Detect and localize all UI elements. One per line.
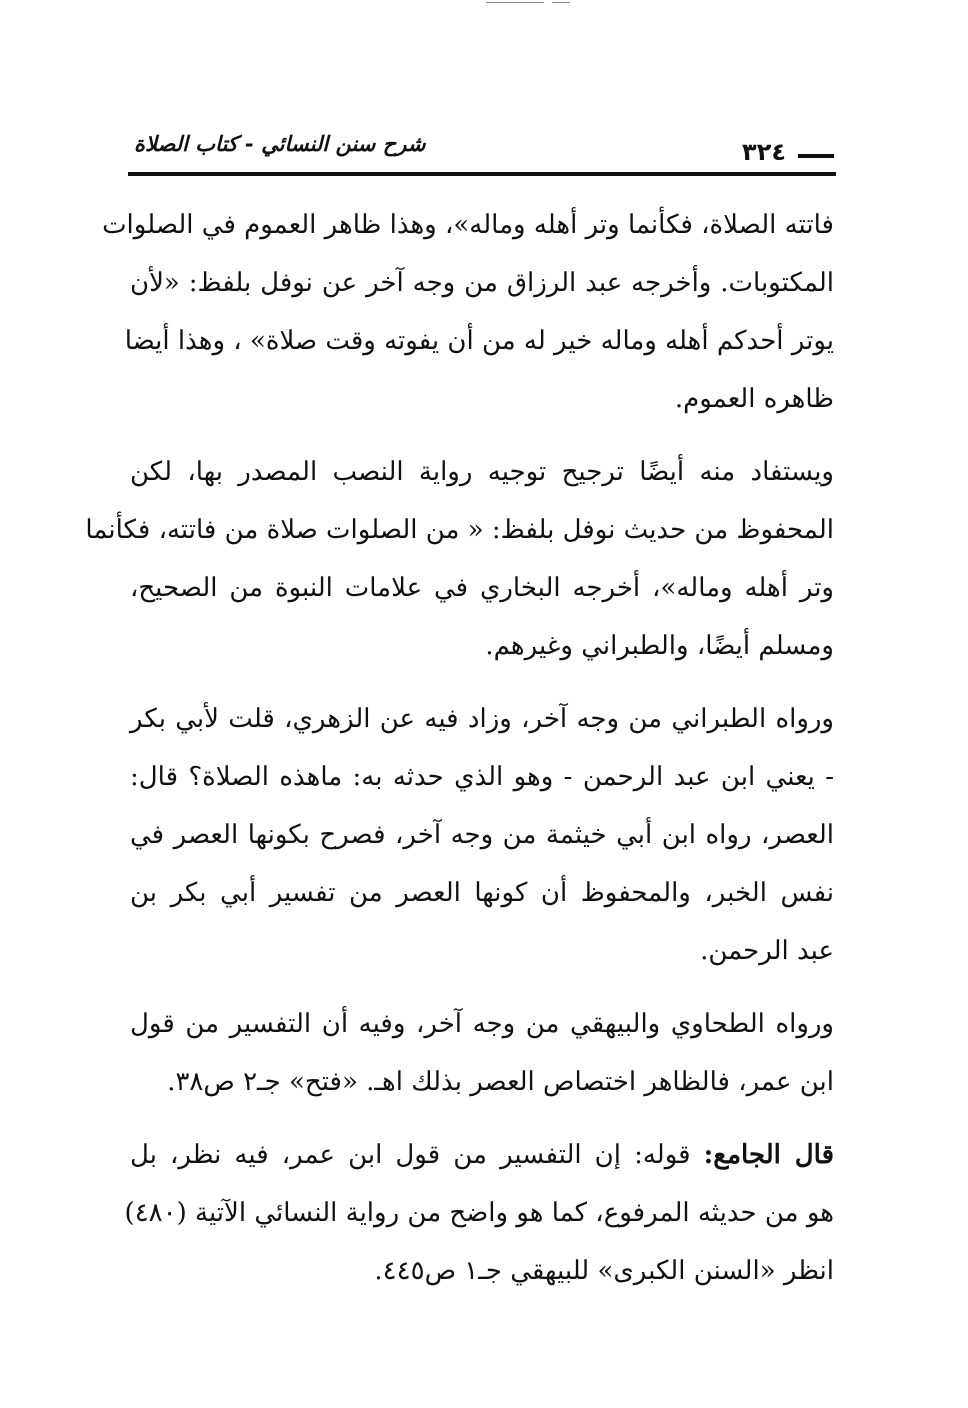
running-header <box>128 122 836 176</box>
text-line: ابن عمر، فالظاهر اختصاص العصر بذلك اهـ. «فتح» جـ٢ ص٣٨. <box>167 1067 834 1097</box>
text-line: نفس الخبر، والمحفوظ أن كونها العصر من تفسير أبي بكر بن <box>130 878 834 908</box>
text-line: المحفوظ من حديث نوفل بلفظ: « من الصلوات صلاة من فاتته، فكأنما <box>85 515 834 545</box>
paragraph <box>130 690 834 980</box>
text-line: المكتوبات. وأخرجه عبد الرزاق من وجه آخر عن نوفل بلفظ: «لأن <box>130 268 834 298</box>
text-line: انظر «السنن الكبرى» للبيهقي جـ١ ص٤٤٥. <box>374 1256 834 1286</box>
text-line: ومسلم أيضًا، والطبراني وغيرهم. <box>485 631 834 661</box>
page-number-dash <box>798 154 834 158</box>
paragraph <box>130 995 834 1111</box>
text-line: العصر، رواه ابن أبي خيثمة من وجه آخر، فصرح بكونها العصر في <box>130 820 834 850</box>
running-title: شرح سنن النسائي - كتاب الصلاة <box>134 132 426 156</box>
paragraph <box>85 443 834 675</box>
text-line-rest: قوله: إن التفسير من قول ابن عمر، فيه نظر، بل <box>130 1140 691 1170</box>
text-line: فاتته الصلاة، فكأنما وتر أهله وماله»، وهذا ظاهر العموم في الصلوات <box>102 210 834 240</box>
text-line: وتر أهله وماله»، أخرجه البخاري في علامات النبوة من الصحيح، <box>130 573 834 603</box>
text-line: ظاهره العموم. <box>674 384 834 414</box>
text-line: ورواه الطحاوي والبيهقي من وجه آخر، وفيه أن التفسير من قول <box>130 1009 834 1039</box>
text-line: عبد الرحمن. <box>700 936 834 966</box>
page-number: ٣٢٤ <box>742 138 786 166</box>
text-line: يوتر أحدكم أهله وماله خير له من أن يفوته وقت صلاة» ، وهذا أيضا <box>124 326 834 356</box>
text-line: هو من حديثه المرفوع، كما هو واضح من رواية النسائي الآتية (٤٨٠) <box>124 1198 834 1228</box>
paragraph <box>124 1126 835 1300</box>
header-rule <box>128 172 836 176</box>
text-line: - يعني ابن عبد الرحمن - وهو الذي حدثه به: ماهذه الصلاة؟ قال: <box>130 762 834 792</box>
paragraph-lead: قال الجامع: <box>703 1140 835 1170</box>
paragraph <box>102 196 834 428</box>
edge-mark <box>486 2 544 3</box>
text-line <box>130 1126 834 1184</box>
text-line: ورواه الطبراني من وجه آخر، وزاد فيه عن الزهري، قلت لأبي بكر <box>130 704 834 734</box>
edge-mark <box>552 2 570 3</box>
main-text <box>85 196 835 1315</box>
top-edge-marks <box>486 2 584 5</box>
text-line: ويستفاد منه أيضًا ترجيح توجيه رواية النصب المصدر بها، لكن <box>130 457 834 487</box>
